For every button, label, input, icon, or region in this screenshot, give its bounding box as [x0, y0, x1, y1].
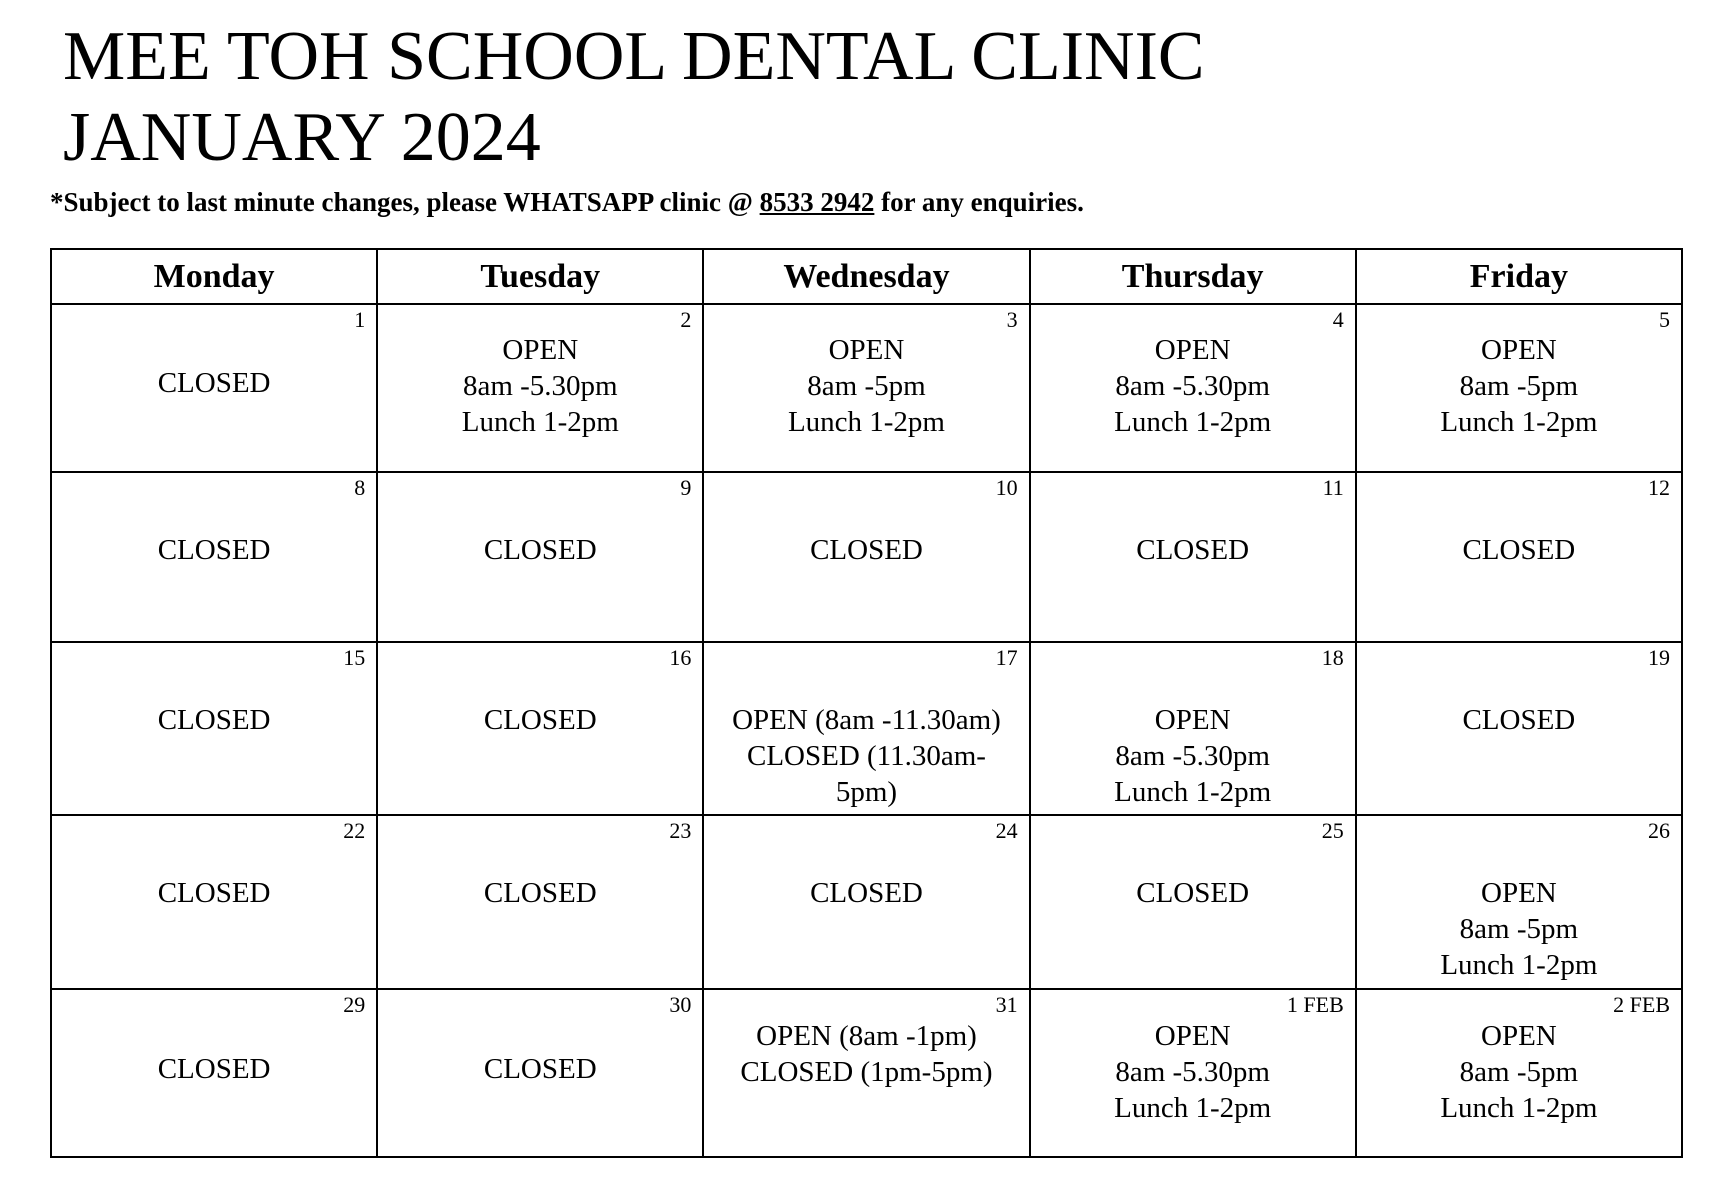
hours-line: Lunch 1-2pm	[1440, 406, 1598, 438]
calendar-day-cell	[1356, 642, 1682, 815]
hours-line: OPEN	[1481, 877, 1557, 909]
calendar-day-cell	[377, 304, 703, 472]
page-subtitle-month: JANUARY 2024	[63, 99, 541, 176]
day-number: 12	[1648, 475, 1670, 500]
calendar-day-cell	[703, 472, 1029, 642]
clinic-hours	[1031, 875, 1355, 911]
enquiry-notice	[50, 187, 1084, 218]
calendar-day-cell	[703, 642, 1029, 815]
calendar-day-cell	[51, 989, 377, 1157]
day-number: 2 FEB	[1613, 992, 1670, 1017]
hours-line: CLOSED	[157, 367, 271, 399]
hours-line: CLOSED	[1136, 534, 1250, 566]
weekday-header-monday: Monday	[51, 249, 377, 304]
calendar-day-cell	[1030, 642, 1356, 815]
clinic-hours	[52, 365, 376, 401]
hours-line: Lunch 1-2pm	[1440, 949, 1598, 981]
calendar-week-row	[51, 815, 1682, 989]
weekday-header-friday: Friday	[1356, 249, 1682, 304]
day-number: 18	[1321, 645, 1344, 670]
notice-prefix: *Subject to last minute changes, please WHATSAPP clinic @	[50, 187, 760, 217]
clinic-hours	[1031, 332, 1355, 440]
calendar-week-row	[51, 304, 1682, 472]
calendar-day-cell	[1356, 815, 1682, 989]
day-number: 11	[1322, 475, 1344, 500]
hours-line: CLOSED	[810, 877, 923, 909]
clinic-hours	[1031, 1018, 1355, 1126]
hours-line: CLOSED (1pm-5pm)	[740, 1056, 993, 1088]
calendar-day-cell	[1030, 472, 1356, 642]
day-number: 25	[1321, 818, 1344, 843]
hours-line: CLOSED	[1462, 704, 1576, 736]
hours-line: 8am -5.30pm	[1115, 370, 1270, 402]
calendar-day-cell	[51, 815, 377, 989]
clinic-hours	[704, 532, 1028, 568]
hours-line: 5pm)	[835, 776, 898, 808]
day-number: 17	[995, 645, 1018, 670]
hours-line: Lunch 1-2pm	[1114, 1092, 1272, 1124]
hours-line: 8am -5pm	[807, 370, 926, 402]
hours-line: CLOSED	[1462, 534, 1576, 566]
page-title: MEE TOH SCHOOL DENTAL CLINIC	[63, 18, 1205, 95]
notice-suffix: for any enquiries.	[874, 187, 1084, 217]
hours-line: CLOSED	[157, 1053, 271, 1085]
hours-line: 8am -5pm	[1459, 370, 1579, 402]
calendar-day-cell	[377, 472, 703, 642]
hours-line: OPEN	[502, 334, 579, 366]
day-number: 9	[680, 475, 692, 500]
day-number: 1	[354, 307, 366, 332]
hours-line: CLOSED	[157, 534, 271, 566]
day-number: 29	[343, 992, 366, 1017]
calendar-day-cell	[703, 815, 1029, 989]
clinic-calendar	[50, 248, 1683, 1158]
hours-line: Lunch 1-2pm	[1114, 406, 1272, 438]
day-number: 31	[995, 992, 1018, 1017]
calendar-day-cell	[1030, 815, 1356, 989]
weekday-header-tuesday: Tuesday	[377, 249, 703, 304]
calendar-day-cell	[377, 815, 703, 989]
hours-line: OPEN	[1154, 704, 1231, 736]
hours-line: 8am -5.30pm	[462, 370, 618, 402]
calendar-day-cell	[1356, 989, 1682, 1157]
clinic-hours	[52, 532, 376, 568]
day-number: 8	[354, 475, 366, 500]
calendar-week-row	[51, 642, 1682, 815]
clinic-hours	[378, 332, 702, 440]
day-number: 5	[1659, 307, 1670, 332]
day-number: 1 FEB	[1286, 992, 1344, 1017]
calendar-week-row	[51, 989, 1682, 1157]
hours-line: CLOSED	[483, 534, 597, 566]
calendar-day-cell	[51, 642, 377, 815]
day-number: 2	[680, 307, 692, 332]
hours-line: CLOSED	[810, 534, 923, 566]
hours-line: CLOSED (11.30am-	[746, 740, 986, 772]
day-number: 3	[1006, 307, 1018, 332]
hours-line: Lunch 1-2pm	[1440, 1092, 1598, 1124]
hours-line: CLOSED	[1136, 877, 1250, 909]
hours-line: Lunch 1-2pm	[787, 406, 945, 438]
calendar-day-cell	[377, 989, 703, 1157]
calendar-day-cell	[703, 304, 1029, 472]
hours-line: CLOSED	[157, 704, 271, 736]
clinic-hours	[1357, 1018, 1681, 1126]
hours-line: 8am -5pm	[1459, 1056, 1579, 1088]
calendar-day-cell	[51, 472, 377, 642]
hours-line: CLOSED	[483, 704, 597, 736]
day-number: 26	[1648, 818, 1670, 843]
hours-line: OPEN	[1481, 334, 1557, 366]
clinic-hours	[52, 1051, 376, 1087]
calendar-day-cell	[1030, 304, 1356, 472]
hours-line: CLOSED	[483, 1053, 597, 1085]
clinic-hours	[378, 702, 702, 738]
calendar-day-cell	[1356, 304, 1682, 472]
whatsapp-phone-number: 8533 2942	[759, 187, 875, 217]
clinic-hours	[704, 332, 1028, 440]
clinic-hours	[378, 532, 702, 568]
hours-line: OPEN (8am -11.30am)	[732, 704, 1001, 736]
hours-line: Lunch 1-2pm	[461, 406, 619, 438]
clinic-hours	[52, 702, 376, 738]
day-number: 30	[669, 992, 692, 1017]
clinic-hours	[704, 702, 1028, 810]
clinic-hours	[378, 1051, 702, 1087]
clinic-hours	[1357, 702, 1681, 738]
hours-line: OPEN	[1154, 1020, 1231, 1052]
hours-line: OPEN	[1481, 1020, 1557, 1052]
weekday-header-row	[51, 249, 1682, 304]
calendar-day-cell	[1356, 472, 1682, 642]
hours-line: 8am -5.30pm	[1115, 1056, 1270, 1088]
hours-line: OPEN	[1154, 334, 1231, 366]
hours-line: 8am -5.30pm	[1115, 740, 1270, 772]
calendar-week-row	[51, 472, 1682, 642]
weekday-header-thursday: Thursday	[1030, 249, 1356, 304]
day-number: 22	[343, 818, 366, 843]
day-number: 24	[995, 818, 1018, 843]
clinic-hours	[378, 875, 702, 911]
hours-line: CLOSED	[157, 877, 271, 909]
day-number: 15	[343, 645, 366, 670]
hours-line: 8am -5pm	[1459, 913, 1579, 945]
clinic-hours	[1031, 702, 1355, 810]
hours-line: CLOSED	[483, 877, 597, 909]
clinic-hours	[1031, 532, 1355, 568]
day-number: 16	[669, 645, 692, 670]
calendar-day-cell	[51, 304, 377, 472]
calendar-day-cell	[703, 989, 1029, 1157]
calendar-day-cell	[377, 642, 703, 815]
clinic-hours	[1357, 532, 1681, 568]
clinic-hours	[52, 875, 376, 911]
hours-line: OPEN (8am -1pm)	[756, 1020, 977, 1052]
day-number: 10	[995, 475, 1018, 500]
weekday-header-wednesday: Wednesday	[703, 249, 1029, 304]
day-number: 19	[1648, 645, 1670, 670]
calendar-day-cell	[1030, 989, 1356, 1157]
clinic-hours	[1357, 875, 1681, 983]
hours-line: Lunch 1-2pm	[1114, 776, 1272, 808]
clinic-hours	[704, 875, 1028, 911]
hours-line: OPEN	[828, 334, 905, 366]
clinic-hours	[1357, 332, 1681, 440]
day-number: 4	[1332, 307, 1344, 332]
day-number: 23	[669, 818, 692, 843]
clinic-hours	[704, 1018, 1028, 1090]
